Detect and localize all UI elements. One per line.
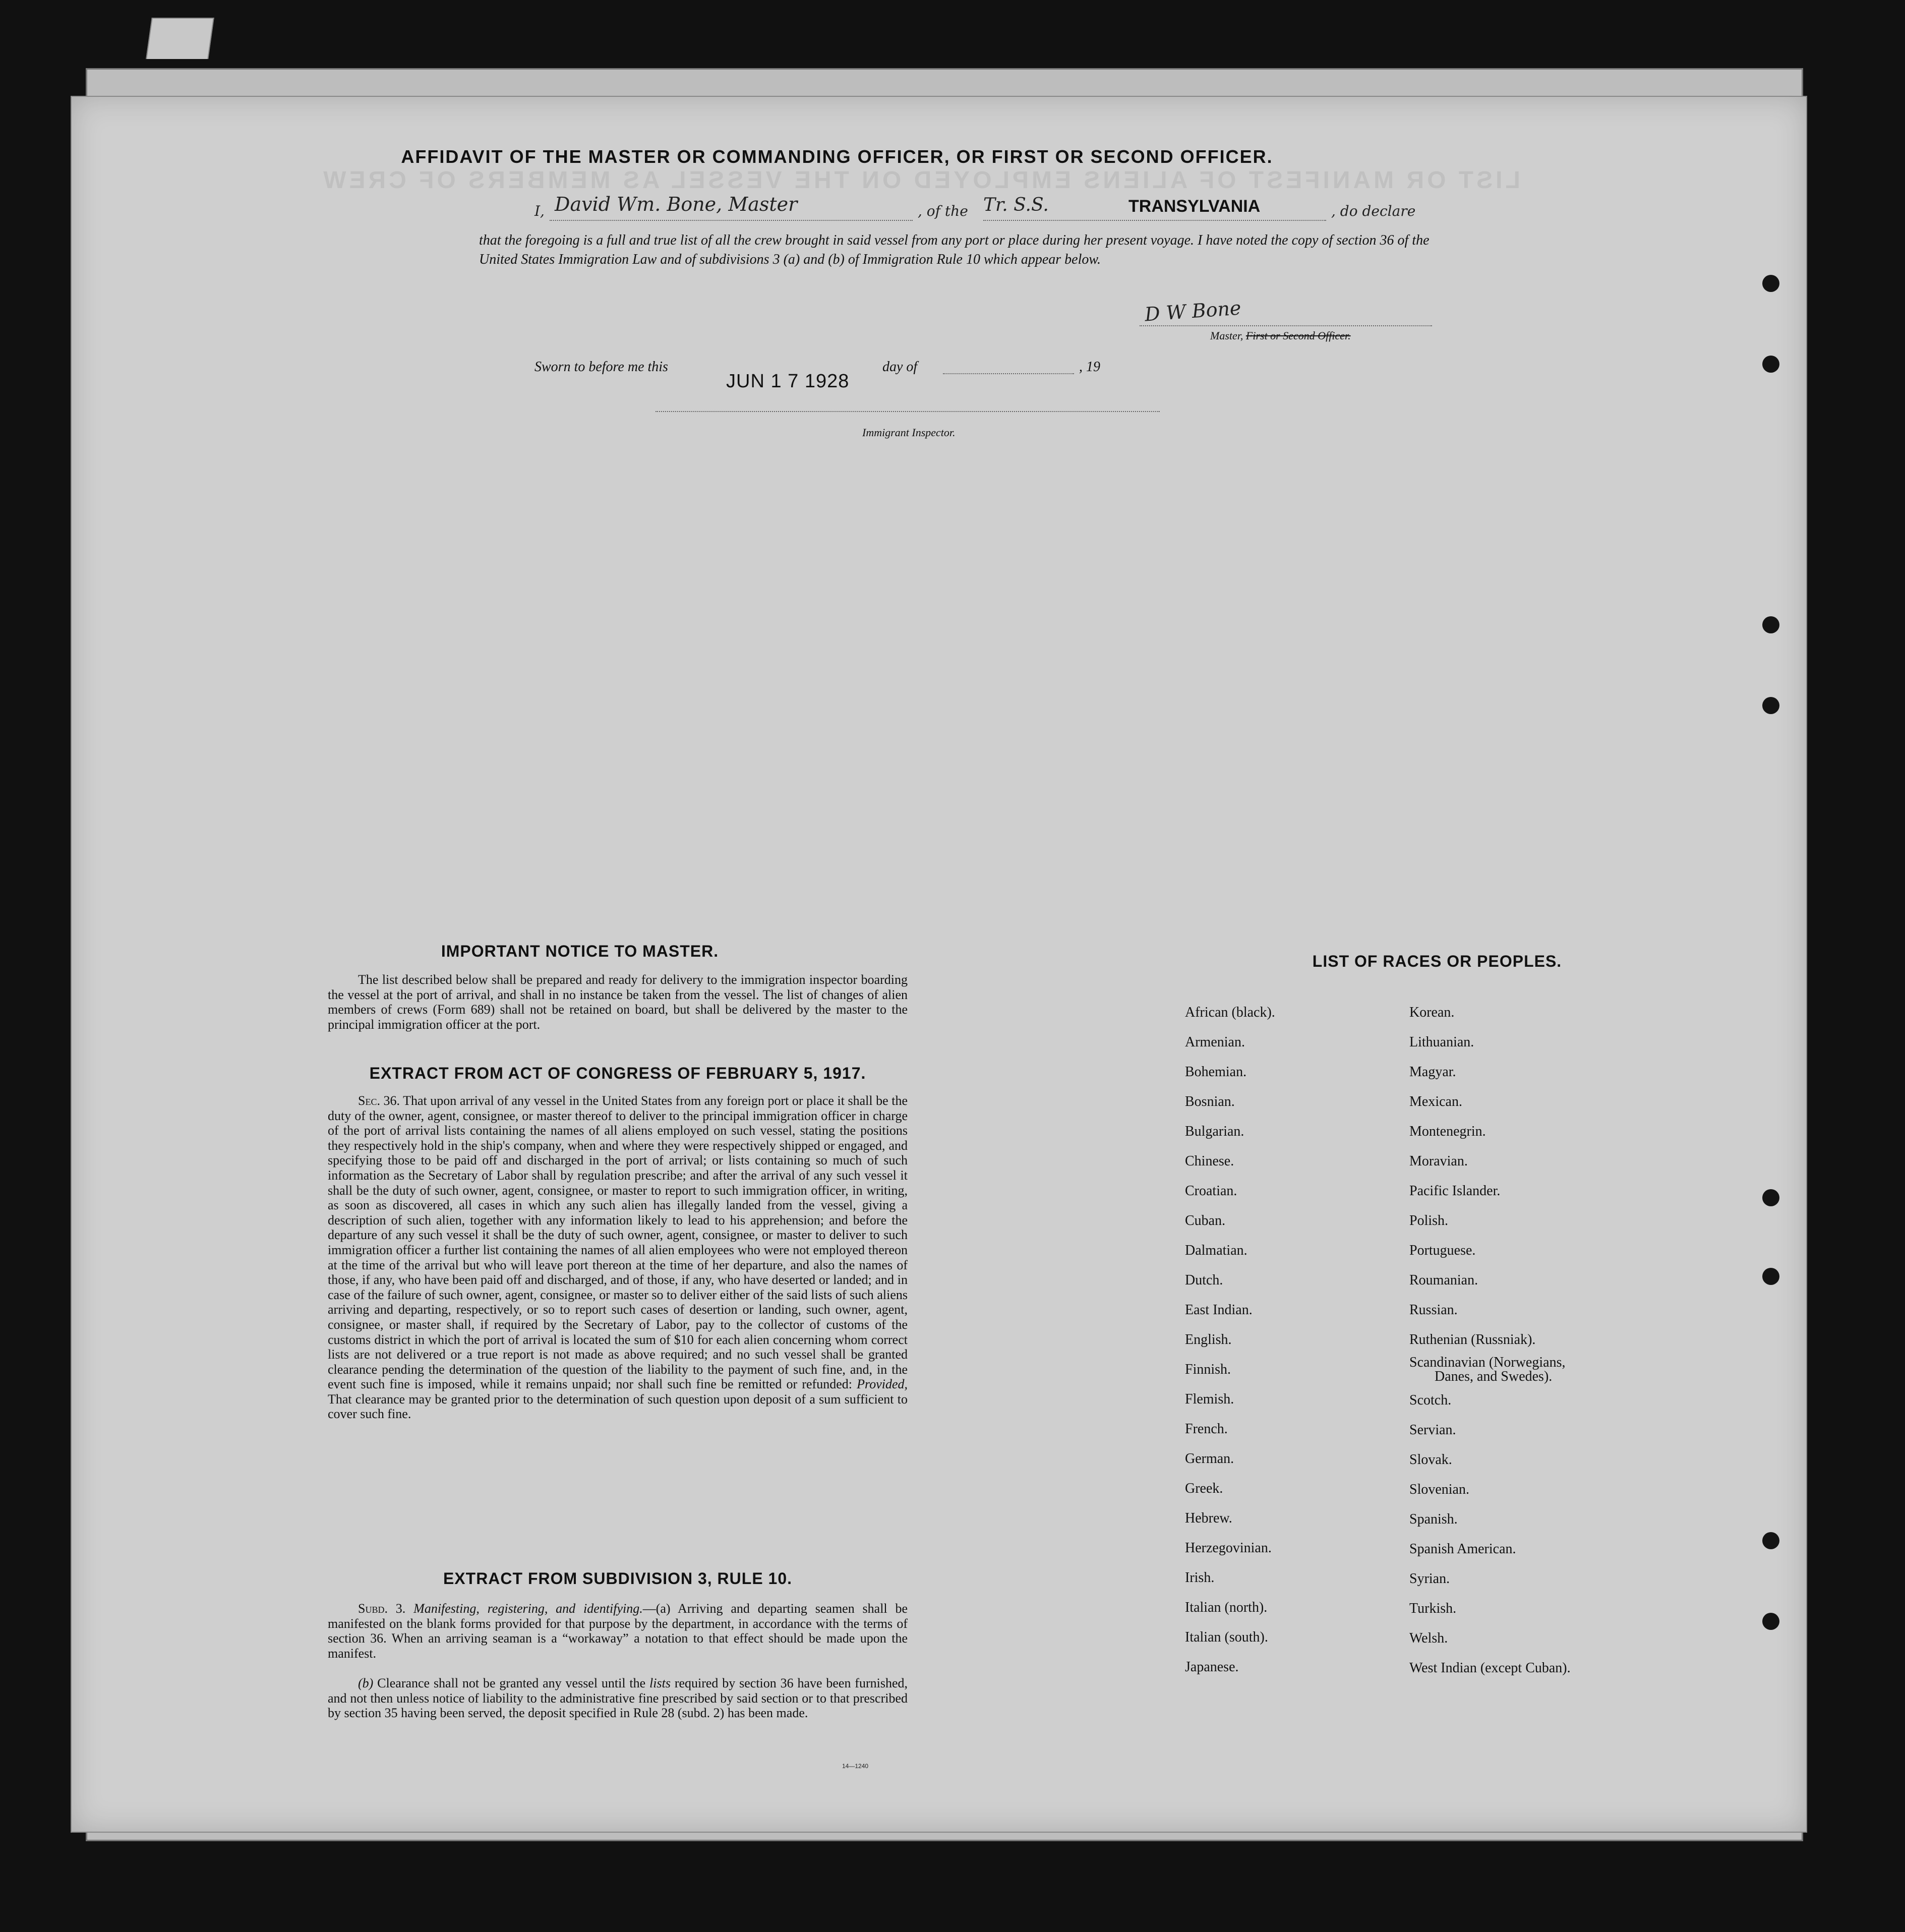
subd-label: Subd. 3. <box>358 1601 406 1616</box>
race-item: Italian (south). <box>1185 1629 1268 1645</box>
race-item: Irish. <box>1185 1570 1215 1586</box>
race-item: Portuguese. <box>1409 1243 1476 1258</box>
race-item: English. <box>1185 1332 1232 1348</box>
bleed-through-heading: LIST OR MANIFEST OF ALIENS EMPLOYED ON THE VESSEL AS MEMBERS OF CREW <box>320 167 1520 194</box>
section-label: Sec. 36. <box>358 1093 400 1108</box>
race-item: Chinese. <box>1185 1153 1234 1169</box>
name-blank-line <box>550 220 913 221</box>
punch-hole <box>1762 1268 1779 1285</box>
vessel-type-handwritten: Tr. S.S. <box>983 195 1049 215</box>
race-item: Dalmatian. <box>1185 1243 1247 1258</box>
race-item: Russian. <box>1409 1302 1458 1318</box>
race-item: Moravian. <box>1409 1153 1468 1169</box>
vessel-name: TRANSYLVANIA <box>1128 197 1261 216</box>
race-item: Korean. <box>1409 1005 1455 1020</box>
punch-hole <box>1762 1613 1779 1630</box>
declaration-first-line <box>479 193 1437 231</box>
notice-heading: IMPORTANT NOTICE TO MASTER. <box>441 942 719 960</box>
race-item: East Indian. <box>1185 1302 1253 1318</box>
vessel-blank-line <box>983 220 1326 221</box>
do-declare-label: , do declare <box>1331 203 1416 219</box>
race-item: Lithuanian. <box>1409 1034 1474 1050</box>
master-name-handwritten: David Wm. Bone, Master <box>555 193 798 215</box>
affidavit-title: AFFIDAVIT OF THE MASTER OR COMMANDING OFFICER, OR FIRST OR SECOND OFFICER. <box>401 146 1273 167</box>
master-signature: D W Bone <box>1144 297 1242 326</box>
race-item: Greek. <box>1185 1481 1223 1496</box>
sworn-label: Sworn to before me this <box>534 359 668 375</box>
punch-hole <box>1762 1532 1779 1549</box>
race-item: Flemish. <box>1185 1391 1234 1407</box>
race-item: Spanish American. <box>1409 1541 1516 1557</box>
rule-subd-a <box>328 1601 908 1661</box>
affidavit-declaration <box>479 193 1437 269</box>
day-of-label: day of <box>882 359 918 375</box>
rule-subd-b <box>328 1676 908 1721</box>
rule-extract-heading: EXTRACT FROM SUBDIVISION 3, RULE 10. <box>443 1569 793 1588</box>
race-item: Bohemian. <box>1185 1064 1247 1080</box>
master-label: Master, <box>1210 329 1243 342</box>
punch-hole <box>1762 697 1779 714</box>
race-item: Dutch. <box>1185 1272 1223 1288</box>
race-item: Servian. <box>1409 1422 1456 1438</box>
race-item: Scotch. <box>1409 1392 1452 1408</box>
act-extract-heading: EXTRACT FROM ACT OF CONGRESS OF FEBRUARY 5, 1917. <box>369 1064 866 1082</box>
race-item-scandinavian <box>1409 1355 1571 1385</box>
race-item: Italian (north). <box>1185 1600 1268 1615</box>
race-item: Croatian. <box>1185 1183 1237 1199</box>
declaration-pronoun: I, <box>534 203 545 219</box>
declaration-statement: that the foregoing is a full and true list of all the crew brought in said vessel from any port or place during her present voyage. I have noted the copy of section 36 of the United States Immigration Law and of subdivisions 3 (a) and (b) of Immigration Rule 10 which appear below. <box>479 232 1430 267</box>
signature-line <box>1140 325 1432 326</box>
subd-b-label: (b) <box>358 1676 374 1690</box>
date-stamp: JUN 1 7 1928 <box>726 371 850 392</box>
race-item: West Indian (except Cuban). <box>1409 1660 1571 1676</box>
race-item: Ruthenian (Russniak). <box>1409 1332 1536 1348</box>
race-item: Hebrew. <box>1185 1510 1232 1526</box>
races-heading: LIST OF RACES OR PEOPLES. <box>1312 952 1562 970</box>
month-blank-line <box>943 373 1074 374</box>
year-label: , 19 <box>1079 359 1100 375</box>
races-left-column <box>1185 998 1275 1682</box>
race-item: Mexican. <box>1409 1094 1462 1109</box>
signature-title-line <box>1210 329 1351 342</box>
race-item: Turkish. <box>1409 1601 1457 1616</box>
race-item: Spanish. <box>1409 1511 1458 1527</box>
race-line: Danes, and Swedes). <box>1435 1369 1553 1384</box>
race-item: Bulgarian. <box>1185 1124 1244 1139</box>
inspector-signature-line <box>656 411 1160 412</box>
of-the-label: , of the <box>918 203 968 219</box>
race-item: Montenegrin. <box>1409 1124 1486 1139</box>
section-text-part2: That clearance may be granted prior to the determination of such question upon deposit of a sum sufficient to cover such fine. <box>328 1391 908 1422</box>
races-right-column <box>1409 998 1571 1683</box>
page-tab-edge <box>146 18 214 59</box>
race-item: Slovak. <box>1409 1452 1452 1468</box>
subd-b-text2: required by section 36 have been furnished, and not then unless notice of liability to the administrative fine prescribed by said section or to that prescribed by section 35 having been served, the deposit specified in Rule 28 (subd. 2) has been made. <box>328 1676 908 1721</box>
race-item: Cuban. <box>1185 1213 1226 1228</box>
race-line: Scandinavian (Norwegians, <box>1409 1355 1566 1370</box>
race-item: Welsh. <box>1409 1630 1448 1646</box>
act-extract-text <box>328 1093 908 1422</box>
section-text-part1: That upon arrival of any vessel in the United States from any foreign port or place it shall be the duty of the owner, agent, consignee, or master thereof to deliver to the principal immigration officer in charge of the port of arrival lists containing the names of all aliens employed on such vessel, stating the positions they respectively hold in the ship's company, when and where they were respectively shipped or engaged, and specifying those to be paid off and discharged in the port of arrival; or lists containing so much of such information as the Secretary of Labor shall by regulation prescribe; and after the arrival of any such vessel it shall be the duty of such owner, agent, consignee, or master to report to such immigration officer, in writing, as soon as discovered, all cases in which any such alien has illegally landed from the vessel, giving a description of such alien, together with any information likely to lead to his apprehension; and before the departure of any such vessel it shall be the duty of such owner, agent, consignee, or master to deliver to such immigration officer a further list containing the names of all alien employees who were not employed thereon at the time of the arrival but who will leave port thereon at the time of her departure, and also the names of those, if any, who have been paid off and discharged, and of those, if any, who have deserted or landed; and in case of the failure of such owner, agent, consignee, or master so to deliver either of the said lists of such aliens arriving and departing, respectively, or so to report such cases of desertion or landing, such owner, agent, consignee, or master shall, if required by the Secretary of Labor, pay to the collector of customs of the customs district in which the port of arrival is located the sum of $10 for each alien concerning whom correct lists are not delivered or a true report is not made as above required; and no such vessel shall be granted clearance pending the determination of the question of the liability to the payment of such fine, and, in the event such fine is imposed, while it remains unpaid; nor shall such fine be remitted or refunded: <box>328 1093 908 1392</box>
race-item: Japanese. <box>1185 1659 1239 1675</box>
race-item: Herzegovinian. <box>1185 1540 1272 1556</box>
inspector-label: Immigrant Inspector. <box>862 426 956 439</box>
race-item: Syrian. <box>1409 1571 1450 1587</box>
punch-hole <box>1762 275 1779 292</box>
race-item: Pacific Islander. <box>1409 1183 1501 1199</box>
form-number: 14—1240 <box>842 1763 869 1770</box>
subd-title: Manifesting, registering, and identifying. <box>413 1601 643 1616</box>
punch-hole <box>1762 1189 1779 1206</box>
subd-b-lists: lists <box>649 1676 671 1690</box>
race-item: Roumanian. <box>1409 1272 1478 1288</box>
subd-a-text: —(a) Arriving and departing seamen shall be manifested on the blank forms provided for that purpose by the department, in accordance with the terms of section 36. When an arriving seaman is a “workaway” a notation to that effect should be made upon the manifest. <box>328 1601 908 1661</box>
race-item: Finnish. <box>1185 1362 1231 1377</box>
race-item: French. <box>1185 1421 1228 1437</box>
punch-hole <box>1762 616 1779 633</box>
notice-text: The list described below shall be prepared and ready for delivery to the immigration inspector boarding the vessel at the port of arrival, and shall in no instance be taken from the vessel. The list of changes of alien members of crews (Form 689) shall not be retained on board, but shall be delivered by the master to the principal immigration officer at the port. <box>328 972 908 1032</box>
subd-b-text1: Clearance shall not be granted any vessel until the <box>377 1676 646 1690</box>
provided-word: Provided, <box>857 1377 908 1392</box>
race-item: Armenian. <box>1185 1034 1245 1050</box>
race-item: Magyar. <box>1409 1064 1456 1080</box>
punch-hole <box>1762 356 1779 373</box>
race-item: Slovenian. <box>1409 1482 1469 1497</box>
race-item: African (black). <box>1185 1005 1275 1020</box>
race-item: Bosnian. <box>1185 1094 1235 1109</box>
struck-officer-label: First or Second Officer. <box>1245 329 1351 342</box>
race-item: Polish. <box>1409 1213 1449 1228</box>
race-item: German. <box>1185 1451 1234 1467</box>
